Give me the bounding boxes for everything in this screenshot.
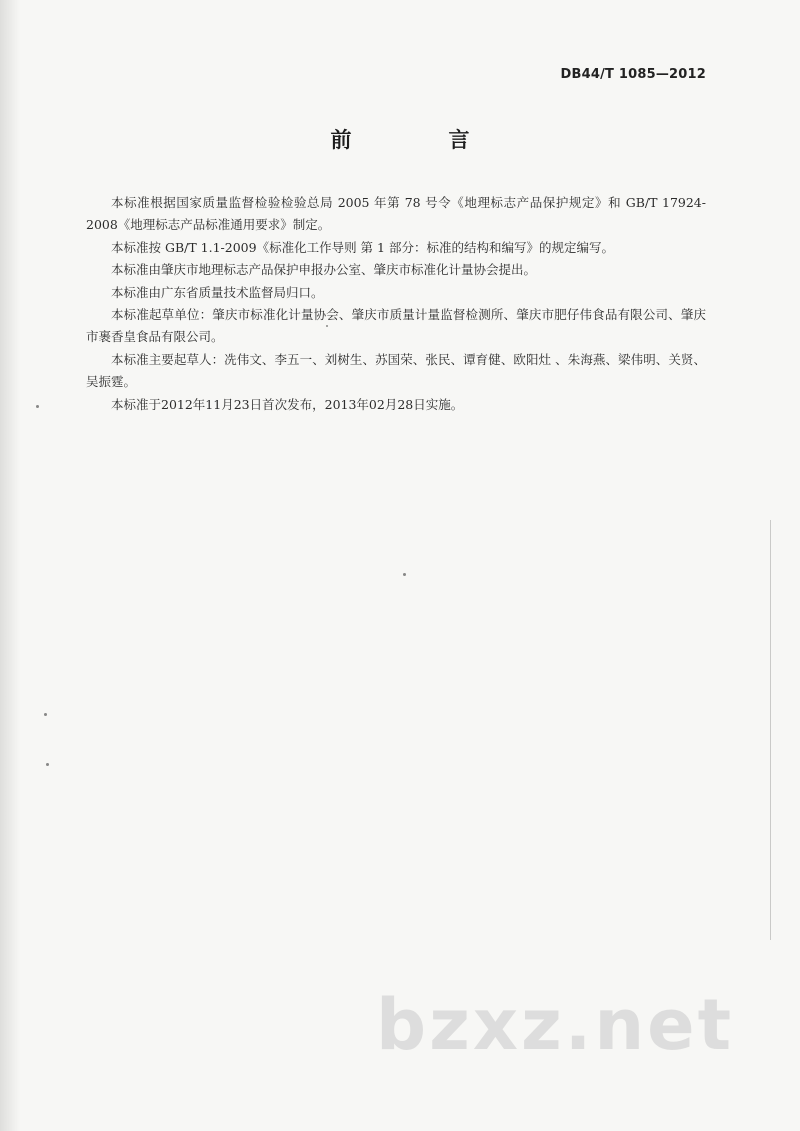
paragraph-drafting-units: 本标准起草单位：肇庆市标准化计量协会、肇庆市质量计量监督检测所、肇庆市肥仔伟食品有限公司、肇庆市裹香皇食品有限公司。 [86, 307, 706, 345]
paragraph-release-date: 本标准于2012年11月23日首次发布，2013年02月28日实施。 [111, 396, 464, 412]
standard-code: DB44/T 1085—2012 [560, 67, 706, 82]
paragraph-drafting-rules: 本标准按 GB/T 1.1-2009《标准化工作导则 第 1 部分：标准的结构和编写》的规定编写。 [111, 239, 614, 255]
watermark-logo: bzxz.net [376, 984, 735, 1066]
scan-speck [403, 573, 406, 576]
scan-line [770, 520, 771, 940]
foreword-body [86, 192, 706, 416]
scan-speck [326, 325, 328, 327]
scan-speck [36, 405, 39, 408]
scan-speck [44, 713, 47, 716]
paragraph-drafters: 本标准主要起草人：冼伟文、李五一、刘树生、苏国荣、张民、谭育健、欧阳灶 、朱海燕、梁伟明、关贤、吴振霆。 [86, 351, 706, 390]
paragraph-basis: 本标准根据国家质量监督检验检验总局 2005 年第 78 号令《地理标志产品保护规定》和 GB/T 17924-2008《地理标志产品标准通用要求》制定。 [86, 195, 706, 233]
scan-speck [46, 763, 49, 766]
paragraph-proposer: 本标准由肇庆市地理标志产品保护申报办公室、肇庆市标准化计量协会提出。 [111, 262, 537, 278]
paragraph-administrator: 本标准由广东省质量技术监督局归口。 [111, 284, 324, 300]
scan-shadow [0, 0, 20, 1131]
page-title: 前 言 [330, 128, 508, 152]
